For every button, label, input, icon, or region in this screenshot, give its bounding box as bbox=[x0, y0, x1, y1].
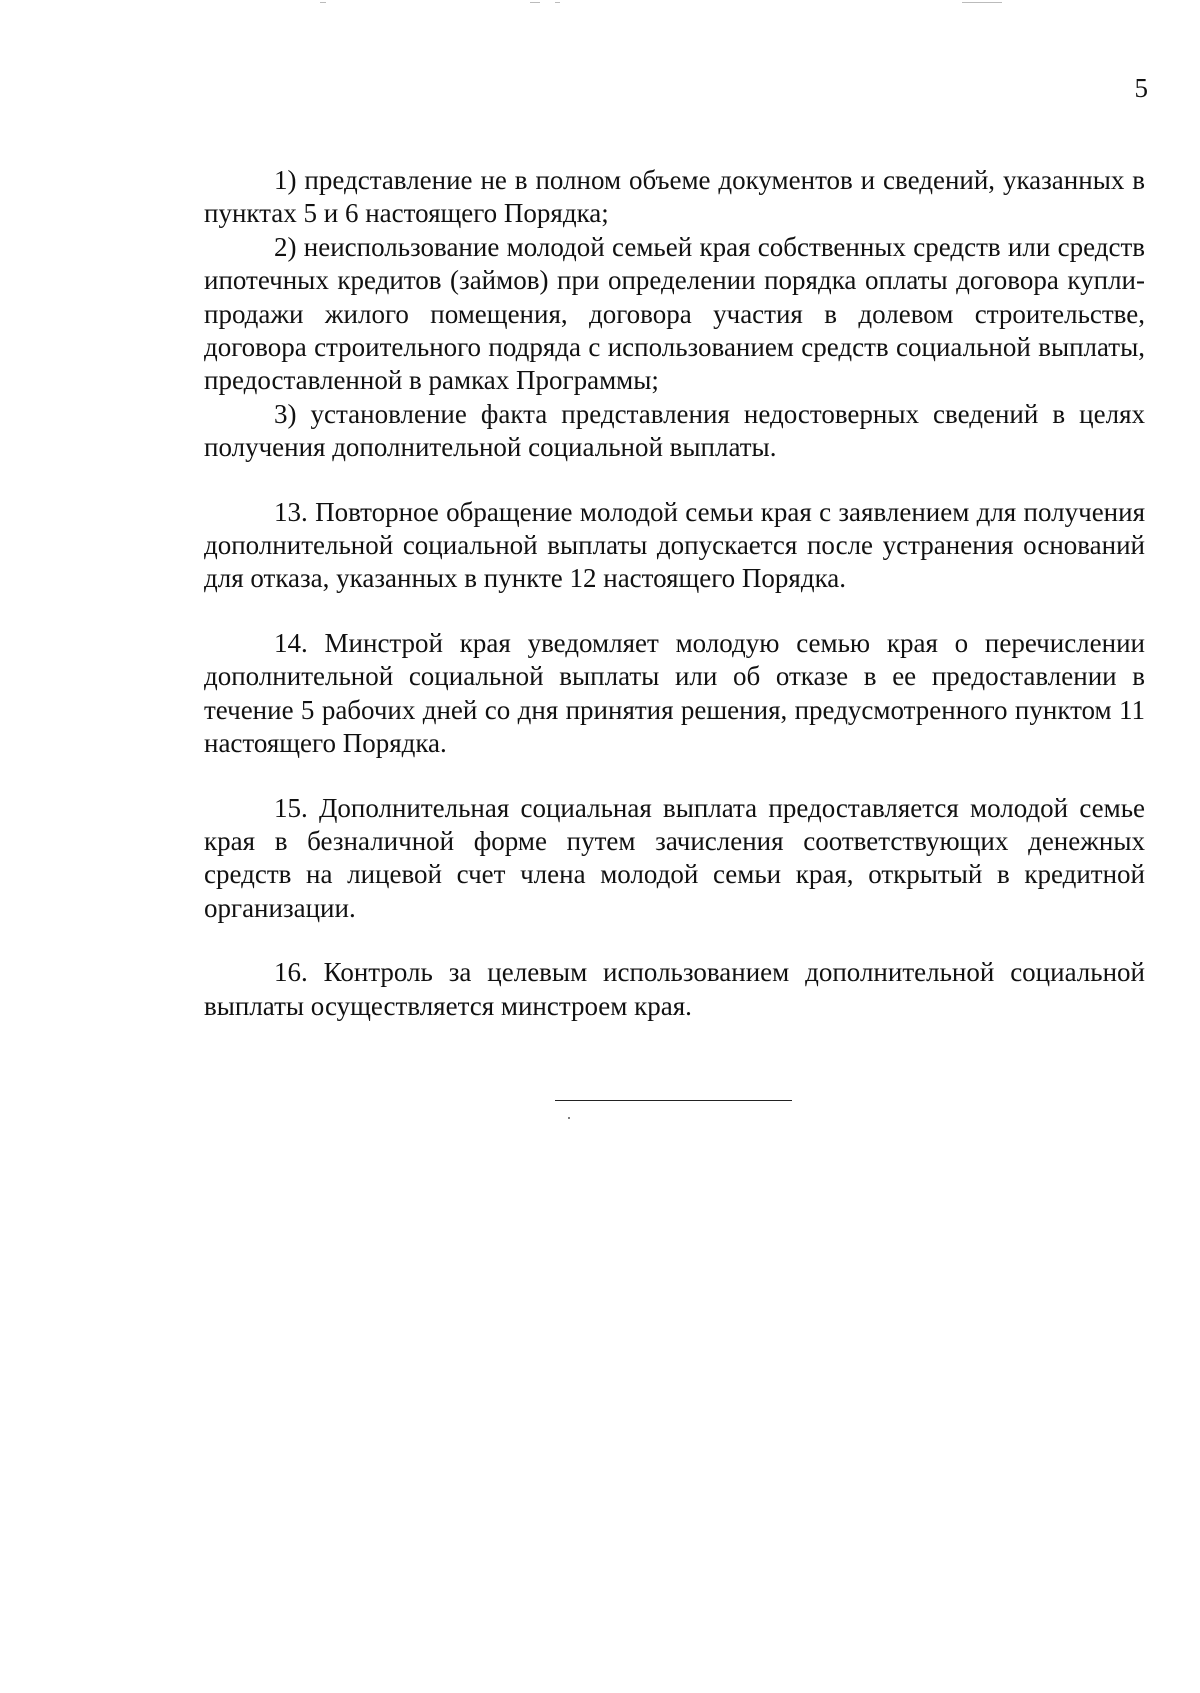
end-of-document-rule bbox=[555, 1100, 792, 1101]
list-item-1: 1) представление не в полном объеме документов и сведений, указанных в пунктах 5 и 6 настоящего Порядка; bbox=[204, 165, 1145, 229]
list-item-3: 3) установление факта представления недостоверных сведений в целях получения дополнительной социальной выплаты. bbox=[204, 398, 1145, 463]
scan-artifact bbox=[530, 2, 540, 3]
clause-14: 14. Минстрой края уведомляет молодую семью края о перечислении дополнительной социальной выплаты или об отказе в ее предоставлении в течение 5 рабочих дней со дня принятия решения, предусмотренного пунктом 11 настоящего Порядка. bbox=[204, 627, 1145, 759]
scan-artifact bbox=[320, 2, 326, 3]
page-number: 5 bbox=[1134, 73, 1148, 103]
clause-16: 16. Контроль за целевым использованием дополнительной социальной выплаты осуществляется минстроем края. bbox=[204, 957, 1145, 1021]
list-item-2: 2) неиспользование молодой семьей края собственных средств или средств ипотечных кредитов (займов) при определении порядка оплаты договора купли-продажи жилого помещения, договора участия в долевом строительстве, договора строительного подряда с использованием средств социальной выплаты, предоставленной в рамках Программы; bbox=[204, 231, 1145, 396]
clause-13: 13. Повторное обращение молодой семьи края с заявлением для получения дополнительной социальной выплаты допускается после устранения оснований для отказа, указанных в пункте 12 настоящего Порядка. bbox=[204, 496, 1145, 594]
document-body bbox=[204, 164, 1145, 1023]
scan-artifact bbox=[555, 2, 560, 3]
clause-15: 15. Дополнительная социальная выплата предоставляется молодой семье края в безналичной форме путем зачисления соответствующих денежных средств на лицевой счет члена молодой семьи края, открытый в кредитной организации. bbox=[204, 792, 1145, 923]
scan-artifact bbox=[962, 2, 1002, 3]
scan-artifact-dot bbox=[568, 1117, 570, 1119]
